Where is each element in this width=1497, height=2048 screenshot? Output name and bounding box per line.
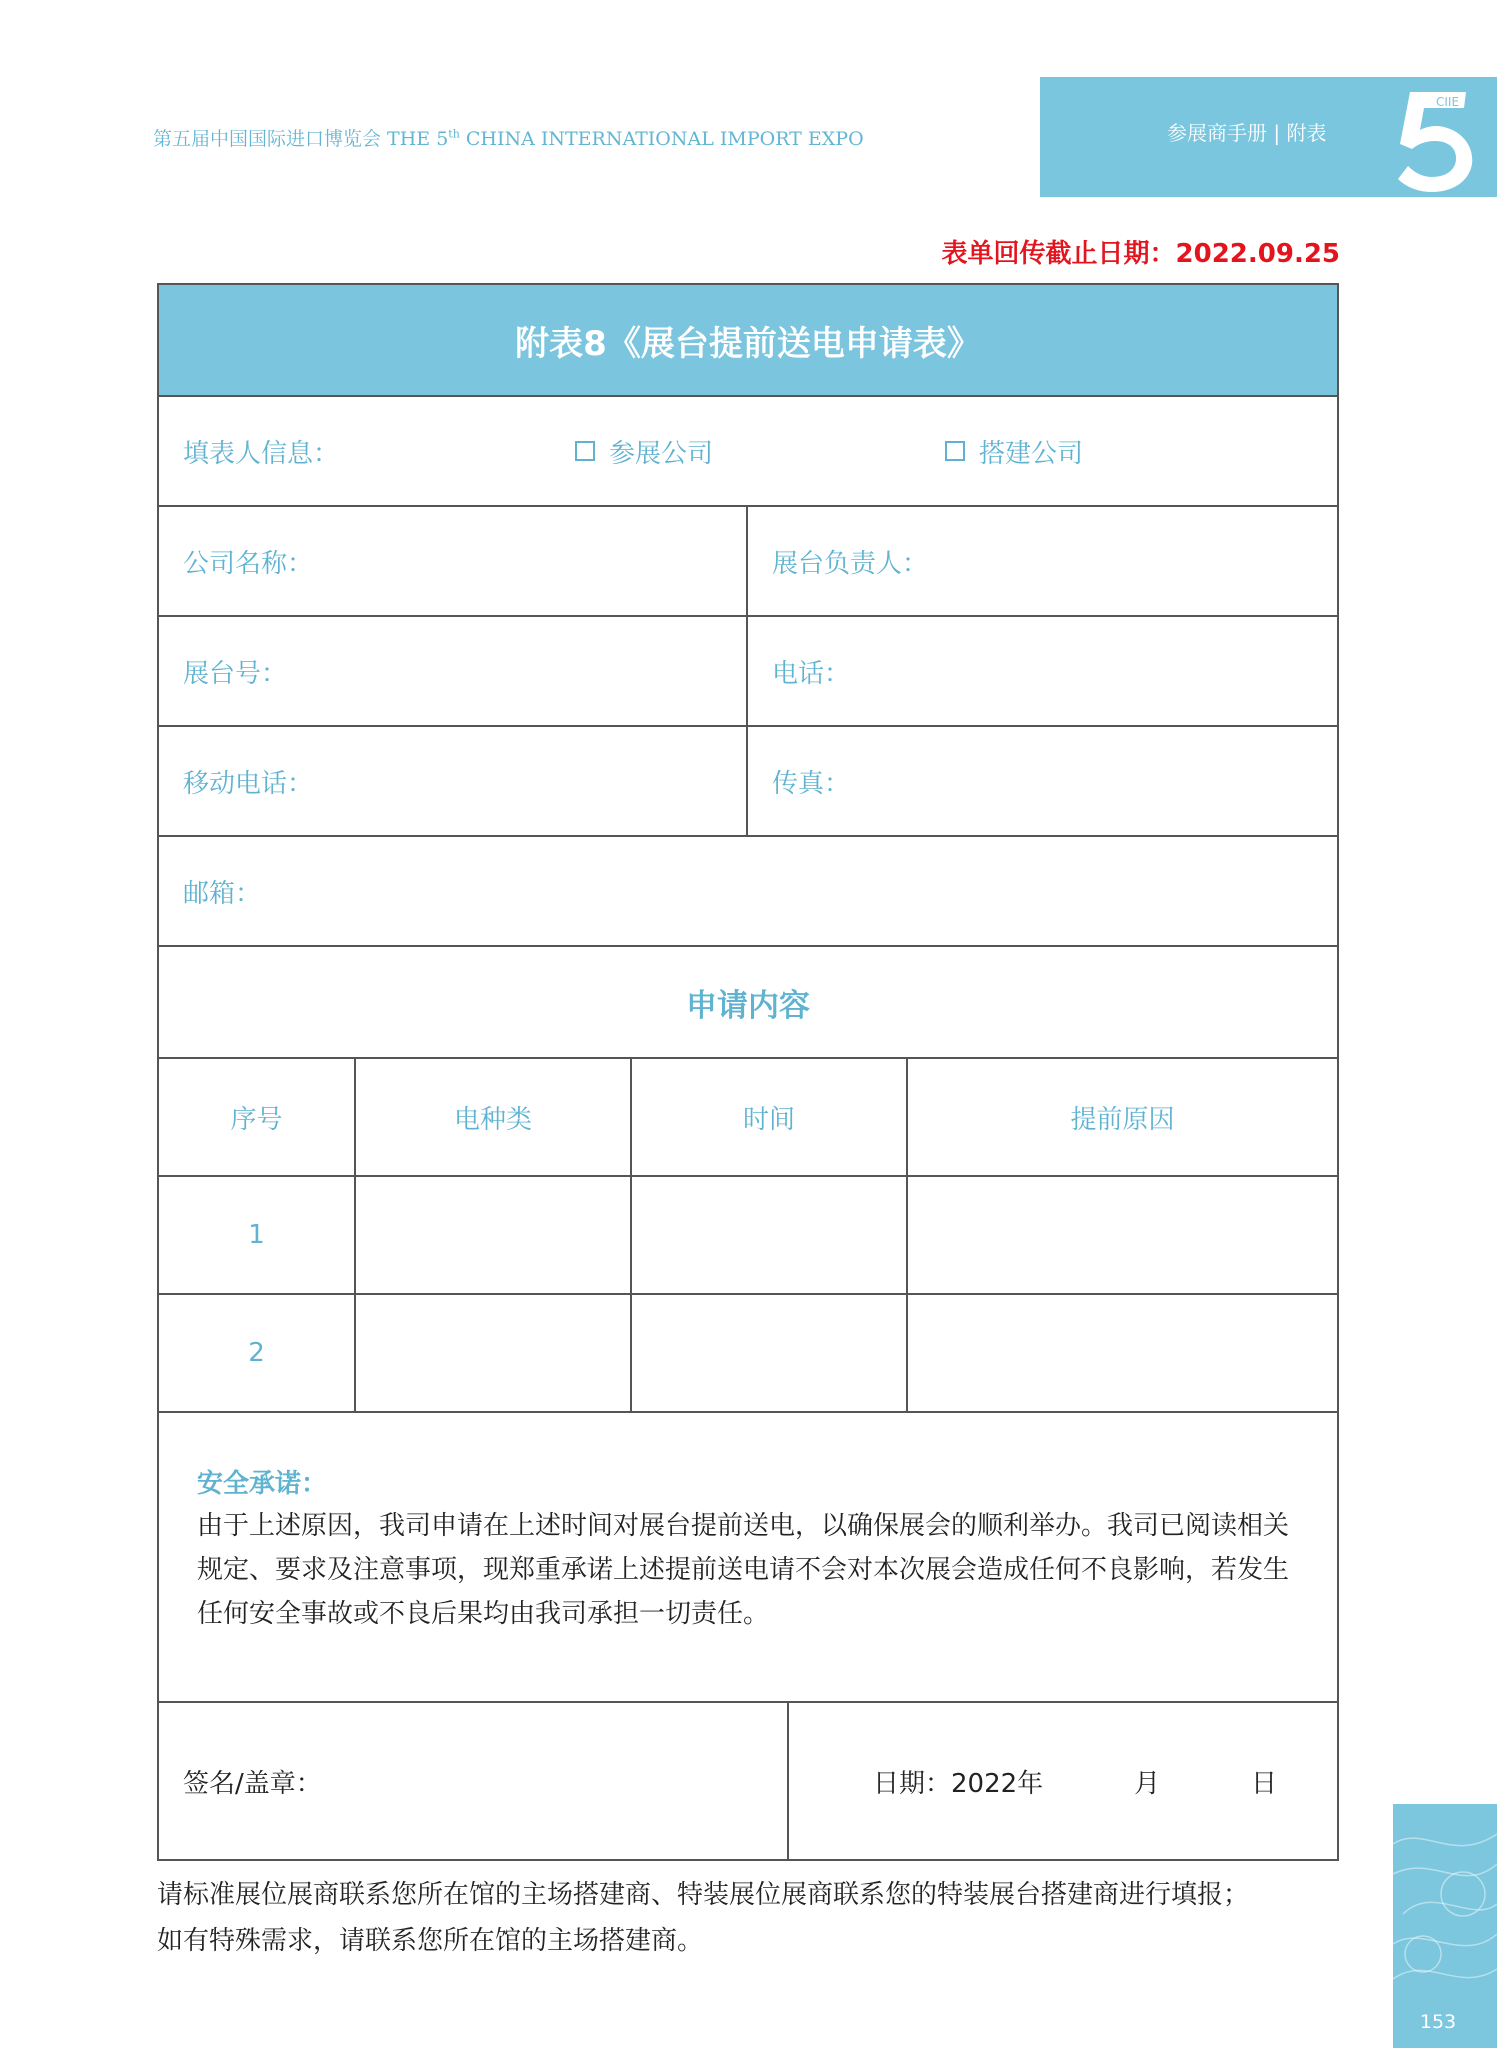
page-number: 153 (1419, 2011, 1457, 2033)
logo-text: CIIE (1436, 95, 1460, 109)
ciie-5-logo-icon (1378, 84, 1478, 192)
filler-info-label: 填表人信息： (183, 438, 340, 469)
footnote (157, 1872, 1357, 1964)
power-type-cell[interactable] (356, 1177, 632, 1293)
email-row (159, 837, 1337, 947)
mobile-label: 移动电话： (183, 768, 314, 799)
filler-info-row (159, 397, 1337, 507)
mobile-field[interactable] (159, 727, 748, 835)
phone-field[interactable] (748, 617, 1337, 725)
builder-option[interactable] (945, 397, 1083, 505)
submission-deadline: 表单回传截止日期：2022.09.25 (941, 239, 1340, 269)
safety-promise-title: 安全承诺： (197, 1469, 328, 1499)
application-content-title: 申请内容 (159, 947, 1337, 1059)
fax-field[interactable] (748, 727, 1337, 835)
signature-field[interactable] (159, 1703, 789, 1859)
row-serial: 1 (159, 1177, 356, 1293)
time-cell[interactable] (632, 1295, 908, 1411)
mobile-row (159, 727, 1337, 837)
form-title: 附表8《展台提前送电申请表》 (159, 285, 1337, 397)
table-row (159, 1177, 1337, 1295)
header-reason: 提前原因 (1070, 1104, 1175, 1135)
header-time: 时间 (632, 1059, 908, 1175)
expo-header-title: 第五届中国国际进口博览会 THE 5th CHINA INTERNATIONAL IMPORT EXPO (153, 127, 864, 150)
booth-manager-field[interactable] (748, 507, 1337, 615)
header-serial: 序号 (159, 1059, 356, 1175)
time-cell[interactable] (632, 1177, 908, 1293)
booth-manager-label: 展台负责人： (772, 548, 929, 579)
exhibitor-option-label: 参展公司 (609, 438, 714, 469)
power-type-cell[interactable] (356, 1295, 632, 1411)
booth-row (159, 617, 1337, 727)
reason-cell[interactable] (908, 1295, 1337, 1411)
signature-row (159, 1703, 1337, 1859)
footnote-line-1: 请标准展位展商联系您所在馆的主场搭建商、特装展位展商联系您的特装展台搭建商进行填报； (157, 1880, 1250, 1910)
email-field[interactable] (159, 837, 1337, 945)
company-row (159, 507, 1337, 617)
application-form (157, 283, 1339, 1861)
date-label: 日期：2022年 月 日 (873, 1768, 1277, 1799)
builder-option-label: 搭建公司 (979, 438, 1084, 469)
table-row (159, 1295, 1337, 1413)
date-field[interactable] (789, 1703, 1337, 1859)
phone-label: 电话： (772, 658, 851, 689)
footnote-line-2: 如有特殊需求，请联系您所在馆的主场搭建商。 (157, 1926, 704, 1956)
header-power-type: 电种类 (356, 1059, 632, 1175)
exhibitor-checkbox[interactable] (575, 441, 595, 461)
fax-label: 传真： (772, 768, 851, 799)
safety-promise-text: 由于上述原因，我司申请在上述时间对展台提前送电，以确保展会的顺利举办。我司已阅读相关规定、要求及注意事项，现郑重承诺上述提前送电请不会对本次展会造成任何不良影响，若发生任何安全事故或不良后果均由我司承担一切责任。 (197, 1511, 1290, 1629)
booth-no-field[interactable] (159, 617, 748, 725)
signature-label: 签名/盖章： (183, 1768, 322, 1799)
safety-promise (159, 1413, 1337, 1703)
booth-no-label: 展台号： (183, 658, 288, 689)
table-header-row (159, 1059, 1337, 1177)
exhibitor-option[interactable] (575, 397, 713, 505)
company-name-field[interactable] (159, 507, 748, 615)
email-label: 邮箱： (183, 878, 262, 909)
company-name-label: 公司名称： (183, 548, 314, 579)
manual-section-label: 参展商手册 | 附表 (1167, 121, 1327, 145)
row-serial: 2 (159, 1295, 356, 1411)
builder-checkbox[interactable] (945, 441, 965, 461)
reason-cell[interactable] (908, 1177, 1337, 1293)
